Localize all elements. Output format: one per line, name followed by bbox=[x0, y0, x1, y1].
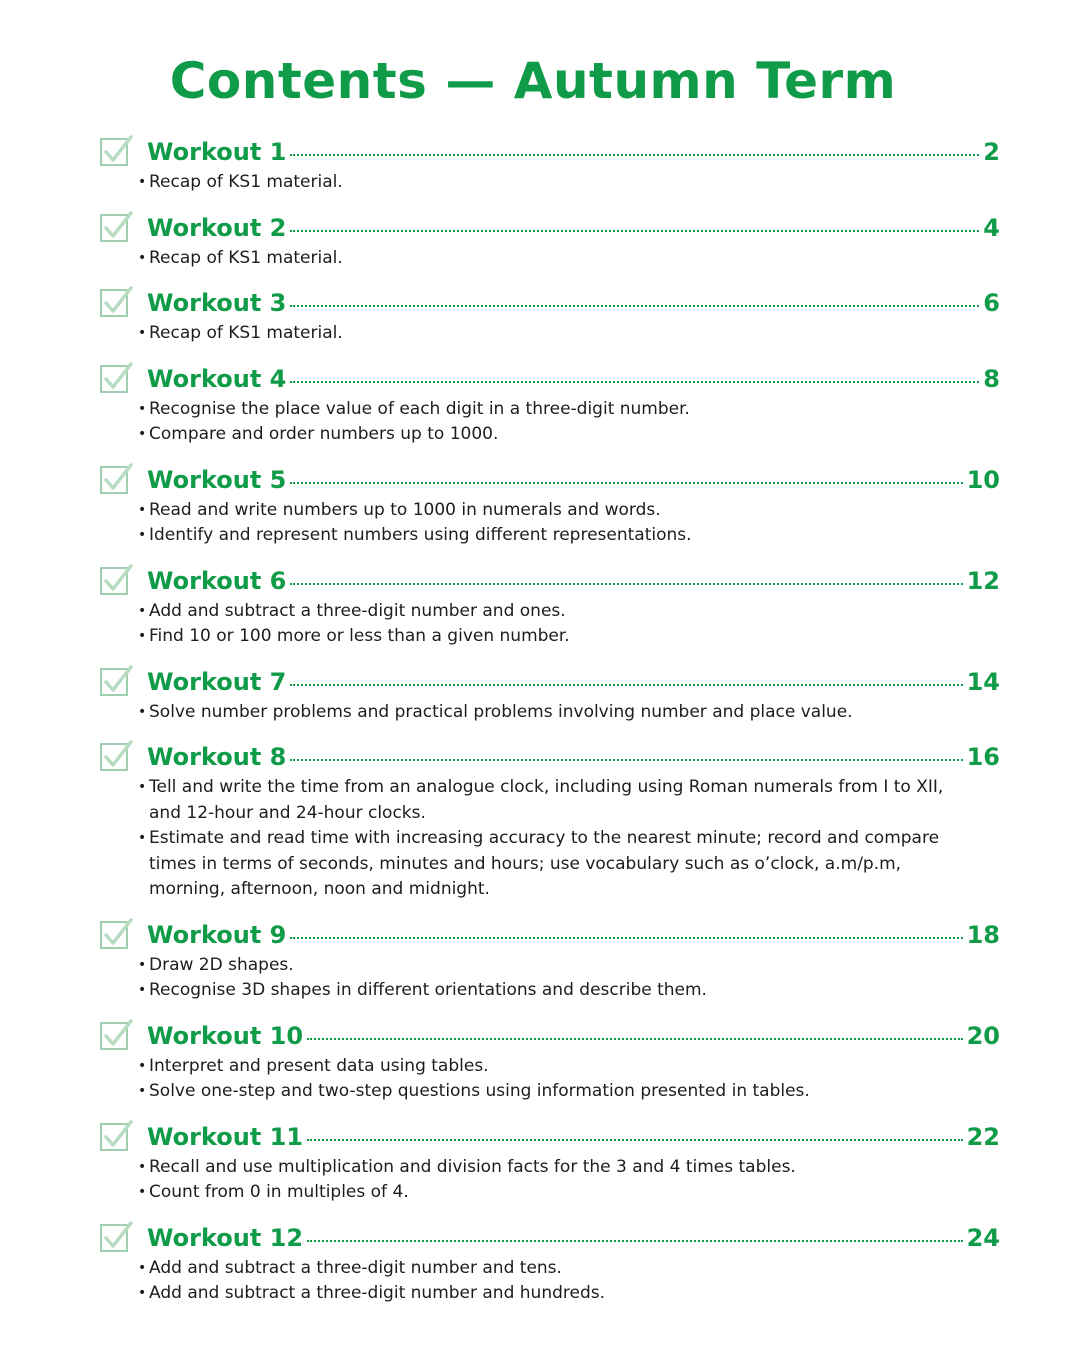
objective-item bbox=[138, 523, 969, 549]
entry-heading-row bbox=[100, 460, 1000, 498]
checkbox-tick-icon[interactable] bbox=[100, 918, 130, 948]
objective-text: Compare and order numbers up to 1000. bbox=[149, 424, 499, 444]
workout-title: Workout 4 bbox=[147, 364, 287, 393]
checkbox-tick-icon[interactable] bbox=[100, 362, 130, 392]
contents-entry bbox=[100, 561, 1000, 650]
objectives-list bbox=[100, 246, 1000, 272]
dot-leader bbox=[290, 759, 962, 761]
contents-entry bbox=[100, 662, 1000, 726]
bullet-icon: • bbox=[138, 325, 147, 341]
dot-leader bbox=[290, 583, 962, 585]
objective-item bbox=[138, 1281, 969, 1307]
entry-heading-line[interactable] bbox=[147, 1120, 1000, 1154]
dot-leader bbox=[307, 1038, 963, 1040]
bullet-icon: • bbox=[138, 779, 147, 795]
objective-item bbox=[138, 246, 969, 272]
bullet-icon: • bbox=[138, 602, 147, 619]
objective-item bbox=[138, 826, 969, 903]
objective-item bbox=[138, 422, 969, 448]
checkbox-tick-icon[interactable] bbox=[100, 564, 130, 594]
objectives-list bbox=[100, 599, 1000, 650]
page-number: 2 bbox=[983, 138, 1000, 166]
bullet-icon: • bbox=[138, 956, 147, 973]
objectives-list bbox=[100, 321, 1000, 347]
entry-heading-line[interactable] bbox=[147, 918, 1000, 952]
objective-text: Add and subtract a three-digit number and hundreds. bbox=[149, 1283, 606, 1303]
bullet-icon: • bbox=[138, 426, 147, 442]
dot-leader bbox=[290, 937, 962, 939]
entry-heading-line[interactable] bbox=[147, 665, 1000, 699]
objective-text: Tell and write the time from an analogue clock, including using Roman numerals from I to XII, and 12-hour and 24-hour clocks. bbox=[149, 777, 944, 823]
objective-text: Recognise 3D shapes in different orientations and describe them. bbox=[149, 980, 707, 1000]
checkbox-tick-icon[interactable] bbox=[100, 1221, 130, 1251]
page-number: 20 bbox=[966, 1021, 1000, 1050]
objective-text: Find 10 or 100 more or less than a given number. bbox=[149, 626, 570, 646]
entry-heading-line[interactable] bbox=[147, 564, 1000, 598]
page-number: 18 bbox=[966, 920, 1000, 949]
contents-entry bbox=[100, 460, 1000, 549]
bullet-icon: • bbox=[138, 1057, 147, 1074]
entry-heading-row bbox=[100, 662, 1000, 700]
objective-text: Draw 2D shapes. bbox=[149, 954, 294, 975]
workout-title: Workout 1 bbox=[147, 138, 287, 166]
entry-heading-row bbox=[100, 1016, 1000, 1054]
objectives-list bbox=[100, 1155, 1000, 1206]
page-number: 14 bbox=[966, 667, 1000, 696]
objective-item bbox=[138, 498, 969, 524]
checkbox-tick-icon[interactable] bbox=[100, 463, 130, 493]
objective-item bbox=[138, 1256, 969, 1282]
objectives-list bbox=[100, 775, 1000, 903]
objective-text: Recap of KS1 material. bbox=[149, 247, 343, 268]
entry-heading-line[interactable] bbox=[147, 362, 1000, 396]
contents-entry bbox=[100, 1117, 1000, 1206]
contents-entry bbox=[100, 1218, 1000, 1307]
page-title: Contents — Autumn Term bbox=[169, 52, 897, 110]
bullet-icon: • bbox=[138, 1285, 147, 1301]
bullet-icon: • bbox=[138, 1158, 147, 1175]
bullet-icon: • bbox=[138, 1259, 147, 1276]
checkbox-tick-icon[interactable] bbox=[100, 740, 130, 770]
bullet-icon: • bbox=[138, 703, 147, 720]
objective-text: Estimate and read time with increasing accuracy to the nearest minute; record and compare times in terms of seconds, minutes and hours; use vocabulary such as o’clock, a.m/p.m, morning, afternoon, noon and midnight. bbox=[149, 828, 940, 899]
contents-entry bbox=[100, 915, 1000, 1004]
objective-item bbox=[138, 1079, 969, 1105]
dot-leader bbox=[307, 1139, 963, 1141]
dot-leader bbox=[290, 381, 979, 383]
entry-heading-line[interactable] bbox=[147, 211, 1000, 245]
page-number: 24 bbox=[966, 1223, 1000, 1252]
objectives-list bbox=[100, 1256, 1000, 1307]
entry-heading-row bbox=[100, 737, 1000, 775]
workout-title: Workout 10 bbox=[147, 1021, 304, 1050]
entry-heading-row bbox=[100, 561, 1000, 599]
dot-leader bbox=[290, 482, 962, 484]
bullet-icon: • bbox=[138, 830, 147, 846]
objective-item bbox=[138, 1054, 969, 1080]
entry-heading-row bbox=[100, 1117, 1000, 1155]
contents-entry bbox=[100, 1016, 1000, 1105]
dot-leader bbox=[290, 305, 979, 307]
objective-item bbox=[138, 953, 969, 979]
page-number: 22 bbox=[966, 1122, 1000, 1151]
bullet-icon: • bbox=[138, 501, 147, 518]
bullet-icon: • bbox=[138, 174, 147, 190]
entry-heading-row bbox=[100, 1218, 1000, 1256]
entry-heading-line[interactable] bbox=[147, 135, 1000, 169]
objectives-list bbox=[100, 170, 1000, 196]
checkbox-tick-icon[interactable] bbox=[100, 286, 130, 316]
objective-item bbox=[138, 700, 969, 726]
contents-entry bbox=[100, 359, 1000, 448]
contents-entry bbox=[100, 737, 1000, 903]
entry-heading-line[interactable] bbox=[147, 286, 1000, 320]
entry-heading-line[interactable] bbox=[147, 740, 1000, 774]
objectives-list bbox=[100, 700, 1000, 726]
objective-text: Recall and use multiplication and division facts for the 3 and 4 times tables. bbox=[149, 1156, 796, 1177]
workout-title: Workout 5 bbox=[147, 465, 287, 494]
page-number: 16 bbox=[966, 743, 1000, 771]
page-number: 4 bbox=[983, 213, 1000, 242]
bullet-icon: • bbox=[138, 527, 147, 543]
dot-leader bbox=[307, 1240, 963, 1242]
page-number: 10 bbox=[966, 465, 1000, 494]
bullet-icon: • bbox=[138, 400, 147, 417]
workout-title: Workout 11 bbox=[147, 1122, 304, 1151]
objectives-list bbox=[100, 397, 1000, 448]
objective-text: Solve number problems and practical problems involving number and place value. bbox=[149, 701, 853, 722]
checkbox-tick-icon[interactable] bbox=[100, 211, 130, 241]
workout-title: Workout 2 bbox=[147, 213, 287, 242]
contents-list bbox=[100, 132, 1000, 1319]
objective-item bbox=[138, 170, 969, 196]
contents-entry bbox=[100, 283, 1000, 347]
objective-text: Recap of KS1 material. bbox=[149, 172, 343, 192]
entry-heading-row bbox=[100, 915, 1000, 953]
bullet-icon: • bbox=[138, 982, 147, 998]
workout-title: Workout 7 bbox=[147, 667, 287, 696]
bullet-icon: • bbox=[138, 628, 147, 644]
bullet-icon: • bbox=[138, 1083, 147, 1099]
objective-item bbox=[138, 775, 969, 826]
checkbox-tick-icon[interactable] bbox=[100, 1019, 130, 1049]
page-number: 12 bbox=[966, 566, 1000, 595]
entry-heading-row bbox=[100, 283, 1000, 321]
objective-text: Recognise the place value of each digit in a three-digit number. bbox=[149, 398, 690, 419]
objective-text: Identify and represent numbers using different representations. bbox=[149, 525, 692, 545]
objectives-list bbox=[100, 1054, 1000, 1105]
objectives-list bbox=[100, 498, 1000, 549]
objective-item bbox=[138, 1155, 969, 1181]
entry-heading-row bbox=[100, 132, 1000, 170]
objective-text: Interpret and present data using tables. bbox=[149, 1055, 489, 1076]
objective-text: Count from 0 in multiples of 4. bbox=[149, 1182, 409, 1202]
bullet-icon: • bbox=[138, 1184, 147, 1200]
checkbox-tick-icon[interactable] bbox=[100, 665, 130, 695]
objectives-list bbox=[100, 953, 1000, 1004]
entry-heading-row bbox=[100, 359, 1000, 397]
contents-entry bbox=[100, 132, 1000, 196]
objective-text: Add and subtract a three-digit number and tens. bbox=[149, 1257, 562, 1278]
objective-item bbox=[138, 624, 969, 650]
dot-leader bbox=[290, 154, 979, 156]
workout-title: Workout 9 bbox=[147, 920, 287, 949]
objective-item bbox=[138, 397, 969, 423]
workout-title: Workout 3 bbox=[147, 289, 287, 317]
entry-heading-line[interactable] bbox=[147, 1019, 1000, 1053]
entry-heading-row bbox=[100, 208, 1000, 246]
objective-text: Solve one-step and two-step questions using information presented in tables. bbox=[149, 1081, 810, 1101]
objective-item bbox=[138, 321, 969, 347]
objective-text: Add and subtract a three-digit number and ones. bbox=[149, 600, 566, 621]
workout-title: Workout 8 bbox=[147, 743, 287, 771]
objective-item bbox=[138, 1180, 969, 1206]
bullet-icon: • bbox=[138, 249, 147, 266]
objective-text: Recap of KS1 material. bbox=[149, 323, 343, 343]
entry-heading-line[interactable] bbox=[147, 463, 1000, 497]
page-number: 6 bbox=[983, 289, 1000, 317]
workout-title: Workout 6 bbox=[147, 566, 287, 595]
dot-leader bbox=[290, 230, 979, 232]
objective-text: Read and write numbers up to 1000 in numerals and words. bbox=[149, 499, 661, 520]
checkbox-tick-icon[interactable] bbox=[100, 135, 130, 165]
checkbox-tick-icon[interactable] bbox=[100, 1120, 130, 1150]
workout-title: Workout 12 bbox=[147, 1223, 304, 1252]
page-number: 8 bbox=[983, 364, 1000, 393]
contents-entry bbox=[100, 208, 1000, 272]
dot-leader bbox=[290, 684, 962, 686]
objective-item bbox=[138, 978, 969, 1004]
entry-heading-line[interactable] bbox=[147, 1221, 1000, 1255]
objective-item bbox=[138, 599, 969, 625]
